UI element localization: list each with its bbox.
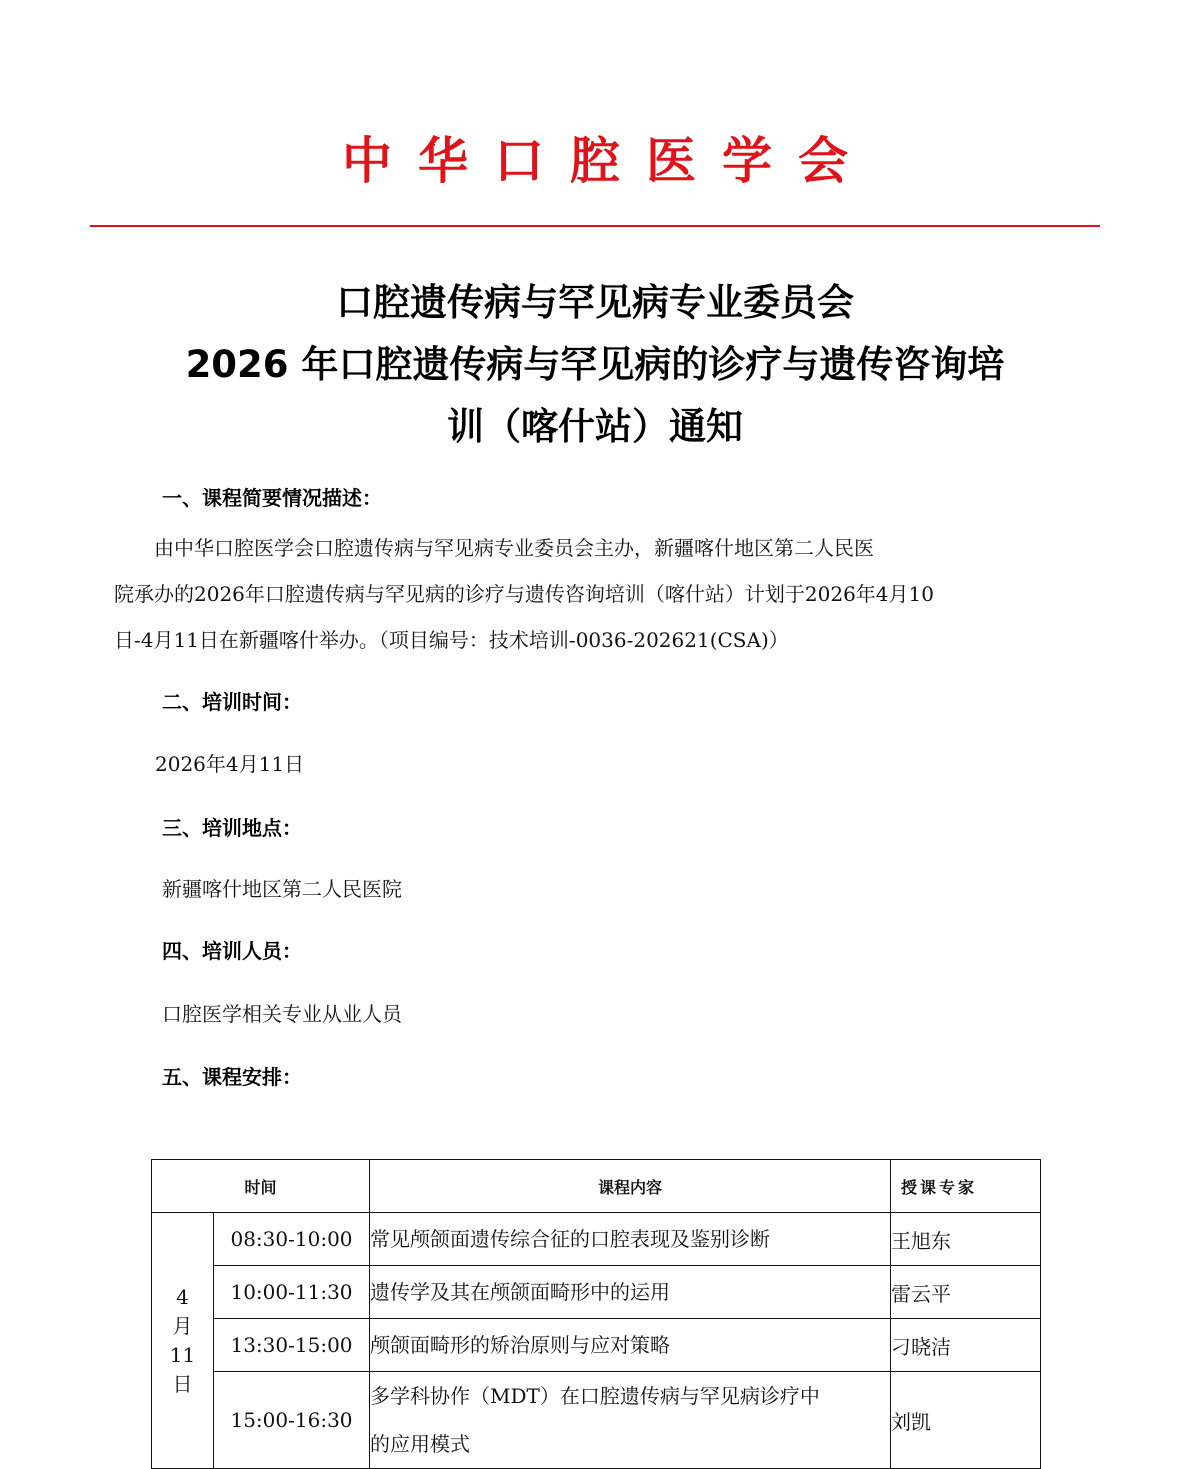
session-time: 13:30-15:00 xyxy=(214,1319,370,1372)
training-location: 新疆喀什地区第二人民医院 xyxy=(162,877,402,901)
org-name-header: 中华口腔医学会 xyxy=(342,131,874,190)
session-expert: 刁晓洁 xyxy=(891,1319,1041,1372)
section-2-heading: 二、培训时间： xyxy=(162,690,302,714)
section-1-heading: 一、课程简要情况描述： xyxy=(162,486,382,510)
session-content: 遗传学及其在颅颌面畸形中的运用 xyxy=(370,1266,891,1319)
title-line-1: 口腔遗传病与罕见病专业委员会 xyxy=(336,281,854,324)
session-time: 15:00-16:30 xyxy=(214,1372,370,1469)
section-5-heading: 五、课程安排： xyxy=(162,1065,302,1089)
date-part: 月 xyxy=(172,1313,193,1338)
date-part: 11 xyxy=(169,1342,196,1367)
section-3-heading: 三、培训地点： xyxy=(162,816,302,840)
session-expert: 王旭东 xyxy=(891,1213,1041,1266)
title-line-2: 2026 年口腔遗传病与罕见病的诊疗与遗传咨询培 xyxy=(185,343,1005,386)
header-content: 课程内容 xyxy=(370,1160,891,1213)
section-4-heading: 四、培训人员： xyxy=(162,939,302,963)
schedule-date xyxy=(152,1213,214,1469)
header-time: 时间 xyxy=(152,1160,370,1213)
header-expert: 授课专家 xyxy=(891,1160,1041,1213)
session-content-line: 的应用模式 xyxy=(370,1432,471,1456)
training-date: 2026年4月11日 xyxy=(155,752,305,776)
red-divider xyxy=(90,225,1100,227)
title-line-3: 训（喀什站）通知 xyxy=(447,405,743,448)
description-line-3: 日-4月11日在新疆喀什举办。（项目编号：技术培训-0036-202621(CSA)） xyxy=(114,628,789,652)
session-expert: 雷云平 xyxy=(891,1266,1041,1319)
table-row xyxy=(152,1319,1041,1372)
training-audience: 口腔医学相关专业从业人员 xyxy=(162,1002,402,1026)
table-header-row xyxy=(152,1160,1041,1213)
date-part: 日 xyxy=(172,1371,193,1396)
session-time: 08:30-10:00 xyxy=(214,1213,370,1266)
schedule-table xyxy=(151,1159,1041,1469)
session-expert: 刘凯 xyxy=(891,1372,1041,1469)
session-content: 颅颌面畸形的矫治原则与应对策略 xyxy=(370,1319,891,1372)
session-content: 常见颅颌面遗传综合征的口腔表现及鉴别诊断 xyxy=(370,1213,891,1266)
table-row xyxy=(152,1266,1041,1319)
table-row xyxy=(152,1213,1041,1266)
session-content xyxy=(370,1372,891,1469)
date-part: 4 xyxy=(176,1284,189,1309)
description-line-2: 院承办的2026年口腔遗传病与罕见病的诊疗与遗传咨询培训（喀什站）计划于2026年4月10 xyxy=(114,582,934,606)
table-row xyxy=(152,1372,1041,1469)
session-time: 10:00-11:30 xyxy=(214,1266,370,1319)
document-title xyxy=(100,272,1090,458)
description-line-1: 由中华口腔医学会口腔遗传病与罕见病专业委员会主办，新疆喀什地区第二人民医 xyxy=(114,536,874,560)
course-description xyxy=(114,525,1084,663)
session-content-line: 多学科协作（MDT）在口腔遗传病与罕见病诊疗中 xyxy=(370,1384,820,1408)
